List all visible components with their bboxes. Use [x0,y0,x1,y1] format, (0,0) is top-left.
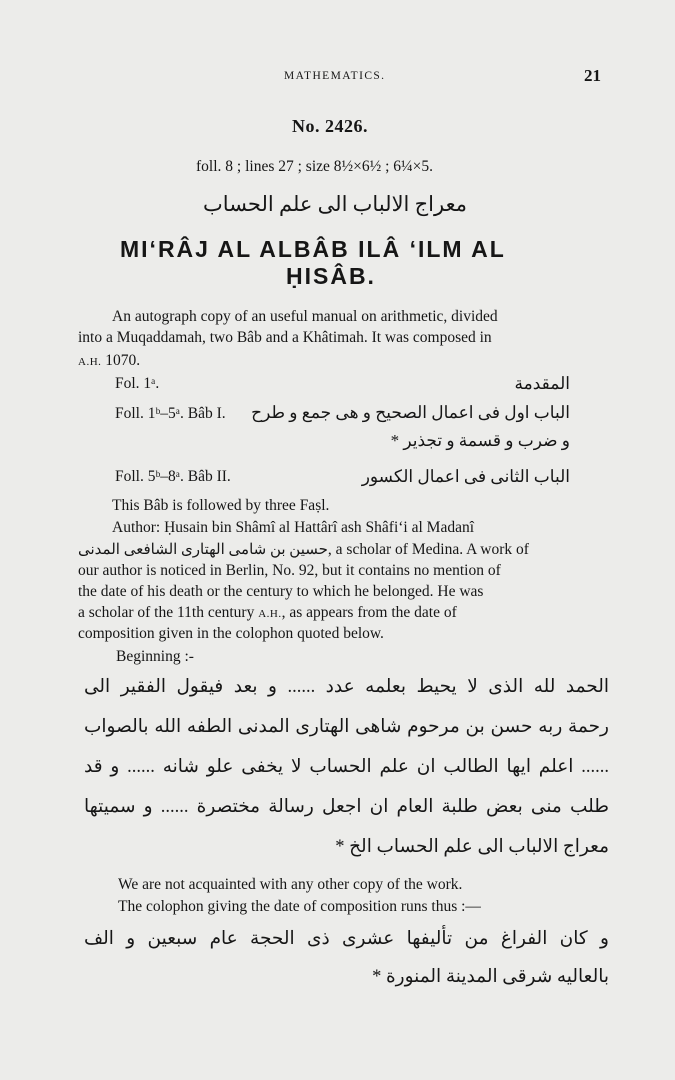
manuscript-description: foll. 8 ; lines 27 ; size 8½×6½ ; 6¼×5. [196,158,434,175]
beginning-label: Beginning :- [116,648,194,665]
body-line-4: the date of his death or the century to which he belonged. He was [78,583,484,600]
body-line-5a: a scholar of the 11th century [78,604,255,621]
body-line-3: our author is noticed in Berlin, No. 92, but it contains no mention of [78,562,501,579]
intro-line-1: An autograph copy of an useful manual on arithmetic, divided [112,308,498,325]
arabic-quote-line-1: الحمد لله الذی لا یحیط بعلمه عدد ...... و بعد فیقول الفقیر الی [84,677,609,697]
contents-arabic-3: الباب الثانی فی اعمال الکسور [361,467,570,486]
author-line: Author: Ḥusain bin Shâmî al Hattârî ash Shâfi‘i al Madanî [112,519,475,536]
contents-ref-1: Fol. 1ᵃ. [115,375,160,392]
contents-arabic-2b: و ضرب و قسمة و تجذیر * [390,431,570,450]
contents-arabic-1: المقدمة [514,374,570,393]
arabic-title: معراج الالباب الى علم الحساب [203,192,467,216]
author-line-2 [78,540,529,559]
title-line-2: ḤISÂB. [286,263,376,289]
arabic-quote-line-4: طلب منی بعض طلبة العام ان اجعل رسالة مختصرة ...... و سمیتها [84,797,609,817]
closing-line-1: We are not acquainted with any other copy of the work. [118,876,463,893]
era-abbreviation-2: A.H. [258,608,282,620]
arabic-quote-line-2: رحمة ربه حسن بن مرحوم شاهی الهتاری المدنی الطفه الله بالصواب [84,717,609,737]
composition-year: 1070. [105,352,141,369]
colophon-line-2: بالعالیه شرقی المدینة المنورة * [372,967,609,987]
title-line-1: MI‘RÂJ AL ALBÂB ILÂ ‘ILM AL [120,236,506,262]
body-line-5b: , as appears from the date of [281,604,457,621]
intro-line-3 [78,352,140,370]
contents-ref-3: Foll. 5ᵇ–8ᵃ. Bâb II. [115,468,231,485]
arabic-quote-line-5: معراج الالباب الی علم الحساب الخ * [335,837,609,857]
closing-line-2: The colophon giving the date of composition runs thus :— [118,898,481,915]
body-line-5 [78,604,457,622]
author-arabic-name: حسین بن شامی الهتاری الشافعی المدنی [78,542,328,558]
author-rest: , a scholar of Medina. A work of [327,541,529,558]
arabic-quote-line-3: ...... اعلم ایها الطالب ان علم الحساب لا یخفی علو شانه ...... و قد [84,757,609,777]
era-abbreviation: A.H. [78,356,102,368]
page-number: 21 [584,66,601,85]
running-title: MATHEMATICS. [284,70,386,82]
contents-arabic-2: الباب اول فی اعمال الصحیح و هی جمع و طرح [251,403,570,422]
contents-ref-2: Foll. 1ᵇ–5ᵃ. Bâb I. [115,405,226,422]
manuscript-number: No. 2426. [292,116,368,136]
intro-line-2: into a Muqaddamah, two Bâb and a Khâtimah. It was composed in [78,329,492,346]
fasl-note: This Bâb is followed by three Faṣl. [112,497,330,514]
colophon-line-1: و کان الفراغ من تألیفها عشری ذی الحجة عام سبعین و الف [84,929,609,949]
body-line-6: composition given in the colophon quoted below. [78,625,384,642]
